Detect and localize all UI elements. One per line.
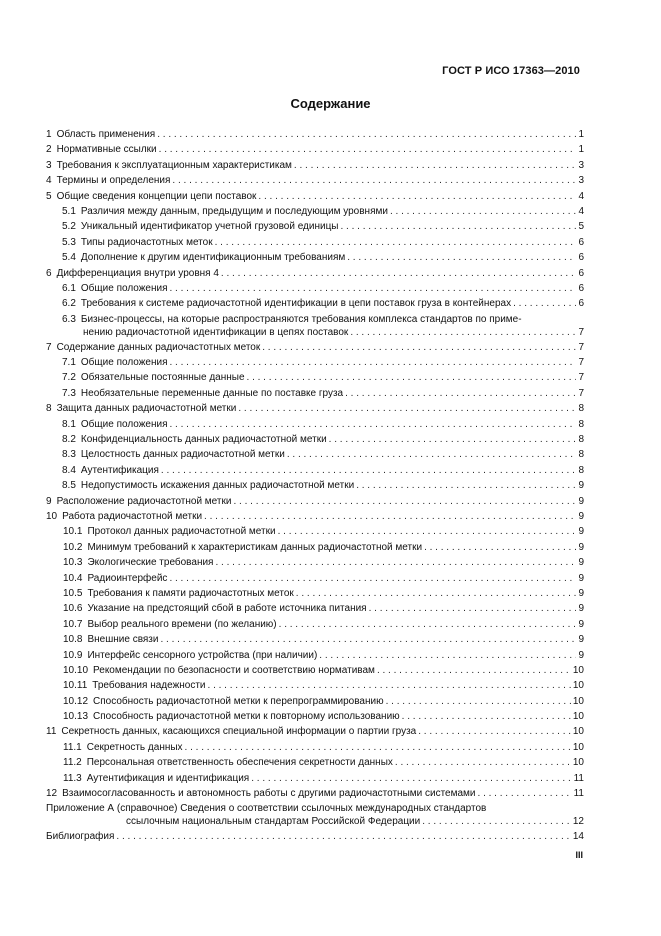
toc-entry-page: 10 — [572, 741, 584, 753]
toc-entry-number: 4 — [46, 175, 52, 187]
dot-leader — [345, 386, 576, 401]
dot-leader — [157, 127, 576, 142]
toc-entry-number: 5.1 — [62, 205, 76, 217]
dot-leader — [478, 786, 572, 801]
toc-entry-number: 6.3 — [62, 313, 76, 325]
dot-leader — [329, 432, 576, 447]
dot-leader — [159, 142, 576, 157]
toc-entry-number: 9 — [46, 495, 52, 507]
toc-entry-number: 10.7 — [63, 618, 83, 630]
toc-entry-number: 10.8 — [63, 634, 83, 646]
toc-entry[interactable] — [46, 678, 584, 693]
toc-entry-number: 8.5 — [62, 480, 76, 492]
toc-entry-title: Обязательные постоянные данные — [80, 372, 245, 384]
toc-entry-page: 10 — [572, 680, 584, 692]
toc-entry-page: 1 — [578, 129, 584, 140]
toc-entry-title: Минимум требований к характеристикам данных радиочастотной метки — [87, 541, 423, 553]
toc-entry[interactable] — [46, 601, 584, 616]
toc-entry[interactable] — [46, 447, 584, 462]
toc-entry-number: 7.2 — [62, 372, 76, 384]
toc-entry-number: 12 — [46, 788, 58, 800]
dot-leader — [278, 524, 576, 539]
toc-entry[interactable] — [46, 296, 584, 311]
toc-entry[interactable] — [46, 386, 584, 401]
toc-entry-title-continued: нению радиочастотной идентификации в цепях поставок — [83, 326, 349, 338]
dot-leader — [422, 815, 571, 828]
toc-entry-page: 9 — [578, 557, 584, 569]
toc-entry-title: Способность радиочастотной метки к повторному использованию — [93, 711, 400, 723]
toc-entry-page: 10 — [572, 695, 584, 707]
toc-entry-number: 1 — [46, 129, 52, 140]
toc-entry[interactable] — [46, 235, 584, 250]
dot-leader — [238, 401, 576, 416]
dot-leader — [160, 632, 576, 647]
toc-entry-title: Уникальный идентификатор учетной грузовой единицы — [80, 221, 339, 233]
toc-entry-page: 9 — [578, 541, 584, 553]
toc-entry[interactable] — [46, 771, 584, 786]
toc-entry[interactable] — [46, 463, 584, 478]
dot-leader — [424, 540, 576, 555]
toc-entry-title: Целостность данных радиочастотной метки — [80, 449, 285, 461]
toc-entry-number: 8.1 — [62, 418, 76, 430]
toc-entry-number: 8.3 — [62, 449, 76, 461]
toc-entry[interactable] — [46, 829, 584, 844]
dot-leader — [172, 173, 576, 188]
toc-entry-number: 10.1 — [63, 526, 83, 538]
toc-entry-title: Дополнение к другим идентификационным требованиям — [80, 252, 346, 264]
dot-leader — [233, 494, 576, 509]
toc-entry[interactable] — [46, 219, 584, 234]
toc-entry-page: 6 — [578, 267, 584, 279]
toc-appendix-entry[interactable] — [46, 802, 584, 828]
dot-leader — [319, 648, 576, 663]
dot-leader — [170, 355, 577, 370]
toc-entry[interactable] — [46, 204, 584, 219]
toc-entry-title: Аутентификация и идентификация — [86, 772, 250, 784]
dot-leader — [369, 601, 576, 616]
toc-entry-title: Радиоинтерфейс — [87, 572, 168, 584]
toc-entry[interactable] — [46, 694, 584, 709]
toc-entry-page: 11 — [573, 788, 584, 800]
toc-entry[interactable] — [46, 127, 584, 142]
toc-entry[interactable] — [46, 158, 584, 173]
toc-entry-number: 11.3 — [63, 772, 82, 784]
toc-entry-title: Выбор реального времени (по желанию) — [87, 618, 277, 630]
toc-entry-number: 10.10 — [63, 664, 89, 676]
toc-entry[interactable] — [46, 509, 584, 524]
toc-entry-page: 7 — [578, 357, 584, 369]
toc-entry[interactable] — [46, 617, 584, 632]
toc-entry[interactable] — [46, 266, 584, 281]
dot-leader — [296, 586, 576, 601]
dot-leader — [116, 829, 570, 844]
toc-entry-number: 10.6 — [63, 603, 83, 615]
toc-entry[interactable] — [46, 281, 584, 296]
toc-entry-page: 10 — [572, 726, 584, 738]
toc-entry[interactable] — [46, 494, 584, 509]
toc-entry-page: 9 — [578, 480, 584, 492]
toc-entry-page: 6 — [578, 298, 584, 310]
dot-leader — [418, 724, 571, 739]
toc-entry[interactable] — [46, 586, 584, 601]
toc-entry-page: 3 — [578, 159, 584, 171]
page-number: III — [575, 850, 583, 860]
dot-leader — [390, 204, 576, 219]
toc-entry-number: 7 — [46, 341, 52, 353]
toc-entry[interactable] — [46, 755, 584, 770]
toc-entry-page: 9 — [578, 587, 584, 599]
toc-entry-title: Приложение А (справочное) Сведения о соответствии ссылочных международных стандартов — [46, 803, 487, 815]
toc-entry-number: 11 — [46, 726, 57, 738]
table-of-contents — [46, 127, 584, 845]
toc-entry[interactable] — [46, 786, 584, 801]
dot-leader — [377, 663, 571, 678]
dot-leader — [258, 189, 576, 204]
dot-leader — [347, 250, 576, 265]
dot-leader — [247, 370, 576, 385]
toc-entry-page: 8 — [578, 418, 584, 430]
toc-entry-number: 10.13 — [63, 711, 89, 723]
dot-leader — [215, 555, 576, 570]
toc-entry-page: 8 — [578, 449, 584, 461]
toc-entry-page: 4 — [578, 205, 584, 217]
toc-entry-title: Требования к системе радиочастотной идентификации в цепи поставок груза в контейнерах — [80, 298, 512, 310]
toc-entry[interactable] — [46, 401, 584, 416]
toc-entry-title: Интерфейс сенсорного устройства (при наличии) — [87, 649, 318, 661]
toc-entry-title: Различия между данным, предыдущим и последующим уровнями — [80, 205, 388, 217]
toc-entry-title: Библиография — [46, 831, 115, 843]
toc-entry-page: 7 — [578, 326, 584, 338]
toc-entry-number: 6.2 — [62, 298, 76, 310]
toc-entry-page: 8 — [578, 434, 584, 446]
toc-entry[interactable] — [46, 370, 584, 385]
document-header: ГОСТ Р ИСО 17363—2010 — [442, 65, 580, 77]
toc-entry-title: Бизнес-процессы, на которые распространяются требования комплекса стандартов по приме- — [80, 313, 522, 325]
toc-entry-page: 10 — [572, 757, 584, 769]
dot-leader — [170, 281, 577, 296]
dot-leader — [287, 447, 576, 462]
toc-entry[interactable] — [46, 417, 584, 432]
toc-entry-title: Требования к памяти радиочастотных меток — [87, 587, 294, 599]
toc-entry[interactable] — [46, 740, 584, 755]
toc-entry-title: Секретность данных — [86, 741, 183, 753]
toc-entry-page: 9 — [578, 603, 584, 615]
dot-leader — [341, 219, 577, 234]
toc-entry-number: 10.5 — [63, 587, 83, 599]
toc-entry-title: Требования надежности — [92, 680, 206, 692]
toc-entry-page: 9 — [578, 618, 584, 630]
toc-entry-number: 10.3 — [63, 557, 83, 569]
toc-entry-number: 3 — [46, 159, 52, 171]
toc-entry[interactable] — [46, 709, 584, 724]
toc-entry-page: 6 — [578, 282, 584, 294]
dot-leader — [279, 617, 576, 632]
dot-leader — [350, 326, 576, 339]
toc-entry-page: 12 — [572, 816, 584, 828]
toc-entry-title: Рекомендации по безопасности и соответствию нормативам — [93, 664, 375, 676]
toc-entry-page: 7 — [578, 341, 584, 353]
toc-entry-title: Протокол данных радиочастотной метки — [87, 526, 276, 538]
toc-entry-title: Экологические требования — [87, 557, 214, 569]
toc-entry-page: 8 — [578, 403, 584, 415]
toc-entry-number: 8.4 — [62, 464, 76, 476]
toc-entry-page: 9 — [578, 649, 584, 661]
toc-entry-title: Типы радиочастотных меток — [80, 236, 213, 248]
toc-entry-number: 10.4 — [63, 572, 83, 584]
toc-entry-title: Взаимосогласованность и автономность работы с другими радиочастотными системами — [62, 788, 476, 800]
toc-entry[interactable] — [46, 189, 584, 204]
toc-entry[interactable] — [46, 571, 584, 586]
dot-leader — [262, 340, 576, 355]
toc-entry-title: Область применения — [56, 129, 156, 140]
toc-entry-number: 6.1 — [62, 282, 76, 294]
toc-entry-number: 10.11 — [63, 680, 88, 692]
toc-entry-page: 9 — [578, 634, 584, 646]
toc-entry-page: 7 — [578, 387, 584, 399]
toc-entry[interactable] — [46, 340, 584, 355]
toc-entry-number: 8 — [46, 403, 52, 415]
toc-entry[interactable] — [46, 478, 584, 493]
toc-entry[interactable] — [46, 632, 584, 647]
dot-leader — [386, 694, 571, 709]
toc-entry-page: 3 — [578, 175, 584, 187]
toc-entry-number: 10.9 — [63, 649, 83, 661]
toc-entry-number: 11.2 — [63, 757, 82, 769]
toc-entry-number: 5.2 — [62, 221, 76, 233]
toc-entry-title: Работа радиочастотной метки — [62, 510, 203, 522]
toc-entry-page: 10 — [572, 711, 584, 723]
toc-entry-title: Способность радиочастотной метки к перепрограммированию — [93, 695, 384, 707]
toc-entry-number: 11.1 — [63, 741, 82, 753]
toc-entry-page: 10 — [572, 664, 584, 676]
toc-entry[interactable] — [46, 142, 584, 157]
toc-entry-page: 8 — [578, 464, 584, 476]
dot-leader — [356, 478, 576, 493]
toc-entry-title: Требования к эксплуатационным характеристикам — [56, 159, 292, 171]
toc-entry-number: 2 — [46, 144, 52, 156]
toc-entry[interactable] — [46, 313, 584, 339]
dot-leader — [294, 158, 576, 173]
toc-entry-page: 5 — [578, 221, 584, 233]
toc-entry-page: 9 — [578, 510, 584, 522]
toc-entry-page: 9 — [578, 495, 584, 507]
toc-entry-title: Указание на предстоящий сбой в работе источника питания — [87, 603, 367, 615]
toc-entry-page: 4 — [578, 190, 584, 202]
toc-entry-page: 14 — [572, 831, 584, 843]
dot-leader — [221, 266, 576, 281]
toc-entry-title-continued: ссылочным национальным стандартам Российской Федерации — [126, 816, 421, 828]
toc-entry[interactable] — [46, 355, 584, 370]
toc-entry-number: 7.1 — [62, 357, 76, 369]
toc-entry-title: Общие положения — [80, 357, 168, 369]
dot-leader — [402, 709, 571, 724]
dot-leader — [169, 571, 576, 586]
toc-entry-number: 10.12 — [63, 695, 89, 707]
toc-entry-title: Термины и определения — [56, 175, 171, 187]
toc-entry-page: 6 — [578, 252, 584, 264]
dot-leader — [208, 678, 571, 693]
dot-leader — [161, 463, 576, 478]
toc-entry-title: Недопустимость искажения данных радиочастотной метки — [80, 480, 355, 492]
toc-entry-number: 5.3 — [62, 236, 76, 248]
toc-entry-title: Защита данных радиочастотной метки — [56, 403, 237, 415]
toc-entry-number: 6 — [46, 267, 52, 279]
dot-leader — [513, 296, 576, 311]
toc-entry-title: Нормативные ссылки — [56, 144, 157, 156]
toc-entry[interactable] — [46, 663, 584, 678]
toc-entry-title: Общие сведения концепции цепи поставок — [56, 190, 257, 202]
toc-entry-number: 10 — [46, 510, 58, 522]
dot-leader — [395, 755, 571, 770]
toc-entry-page: 9 — [578, 526, 584, 538]
toc-entry-number: 7.3 — [62, 387, 76, 399]
toc-entry-title: Аутентификация — [80, 464, 159, 476]
toc-entry[interactable] — [46, 555, 584, 570]
dot-leader — [204, 509, 576, 524]
toc-entry-page: 1 — [578, 144, 584, 156]
toc-entry[interactable] — [46, 724, 584, 739]
toc-entry-title: Содержание данных радиочастотных меток — [56, 341, 261, 353]
toc-entry-number: 8.2 — [62, 434, 76, 446]
toc-entry-title: Общие положения — [80, 282, 168, 294]
toc-entry-number: 5 — [46, 190, 52, 202]
toc-entry[interactable] — [46, 250, 584, 265]
toc-entry-title: Секретность данных, касающихся специальной информации о партии груза — [61, 726, 417, 738]
dot-leader — [215, 235, 576, 250]
toc-entry[interactable] — [46, 524, 584, 539]
toc-entry-title: Необязательные переменные данные по поставке груза — [80, 387, 344, 399]
toc-entry-number: 10.2 — [63, 541, 83, 553]
dot-leader — [251, 771, 571, 786]
toc-entry-title: Дифференциация внутри уровня 4 — [56, 267, 219, 279]
toc-entry-title: Общие положения — [80, 418, 168, 430]
toc-entry-title: Расположение радиочастотной метки — [56, 495, 232, 507]
toc-entry-page: 11 — [573, 772, 584, 784]
toc-entry-title: Конфиденциальность данных радиочастотной метки — [80, 434, 327, 446]
toc-entry-title: Персональная ответственность обеспечения секретности данных — [86, 757, 393, 769]
toc-entry[interactable] — [46, 432, 584, 447]
dot-leader — [170, 417, 577, 432]
toc-entry-page: 6 — [578, 236, 584, 248]
toc-entry-page: 7 — [578, 372, 584, 384]
toc-entry-number: 5.4 — [62, 252, 76, 264]
toc-entry-title: Внешние связи — [87, 634, 159, 646]
toc-entry-page: 9 — [578, 572, 584, 584]
toc-entry[interactable] — [46, 648, 584, 663]
toc-entry[interactable] — [46, 173, 584, 188]
toc-entry[interactable] — [46, 540, 584, 555]
dot-leader — [185, 740, 571, 755]
page-title: Содержание — [290, 96, 371, 111]
